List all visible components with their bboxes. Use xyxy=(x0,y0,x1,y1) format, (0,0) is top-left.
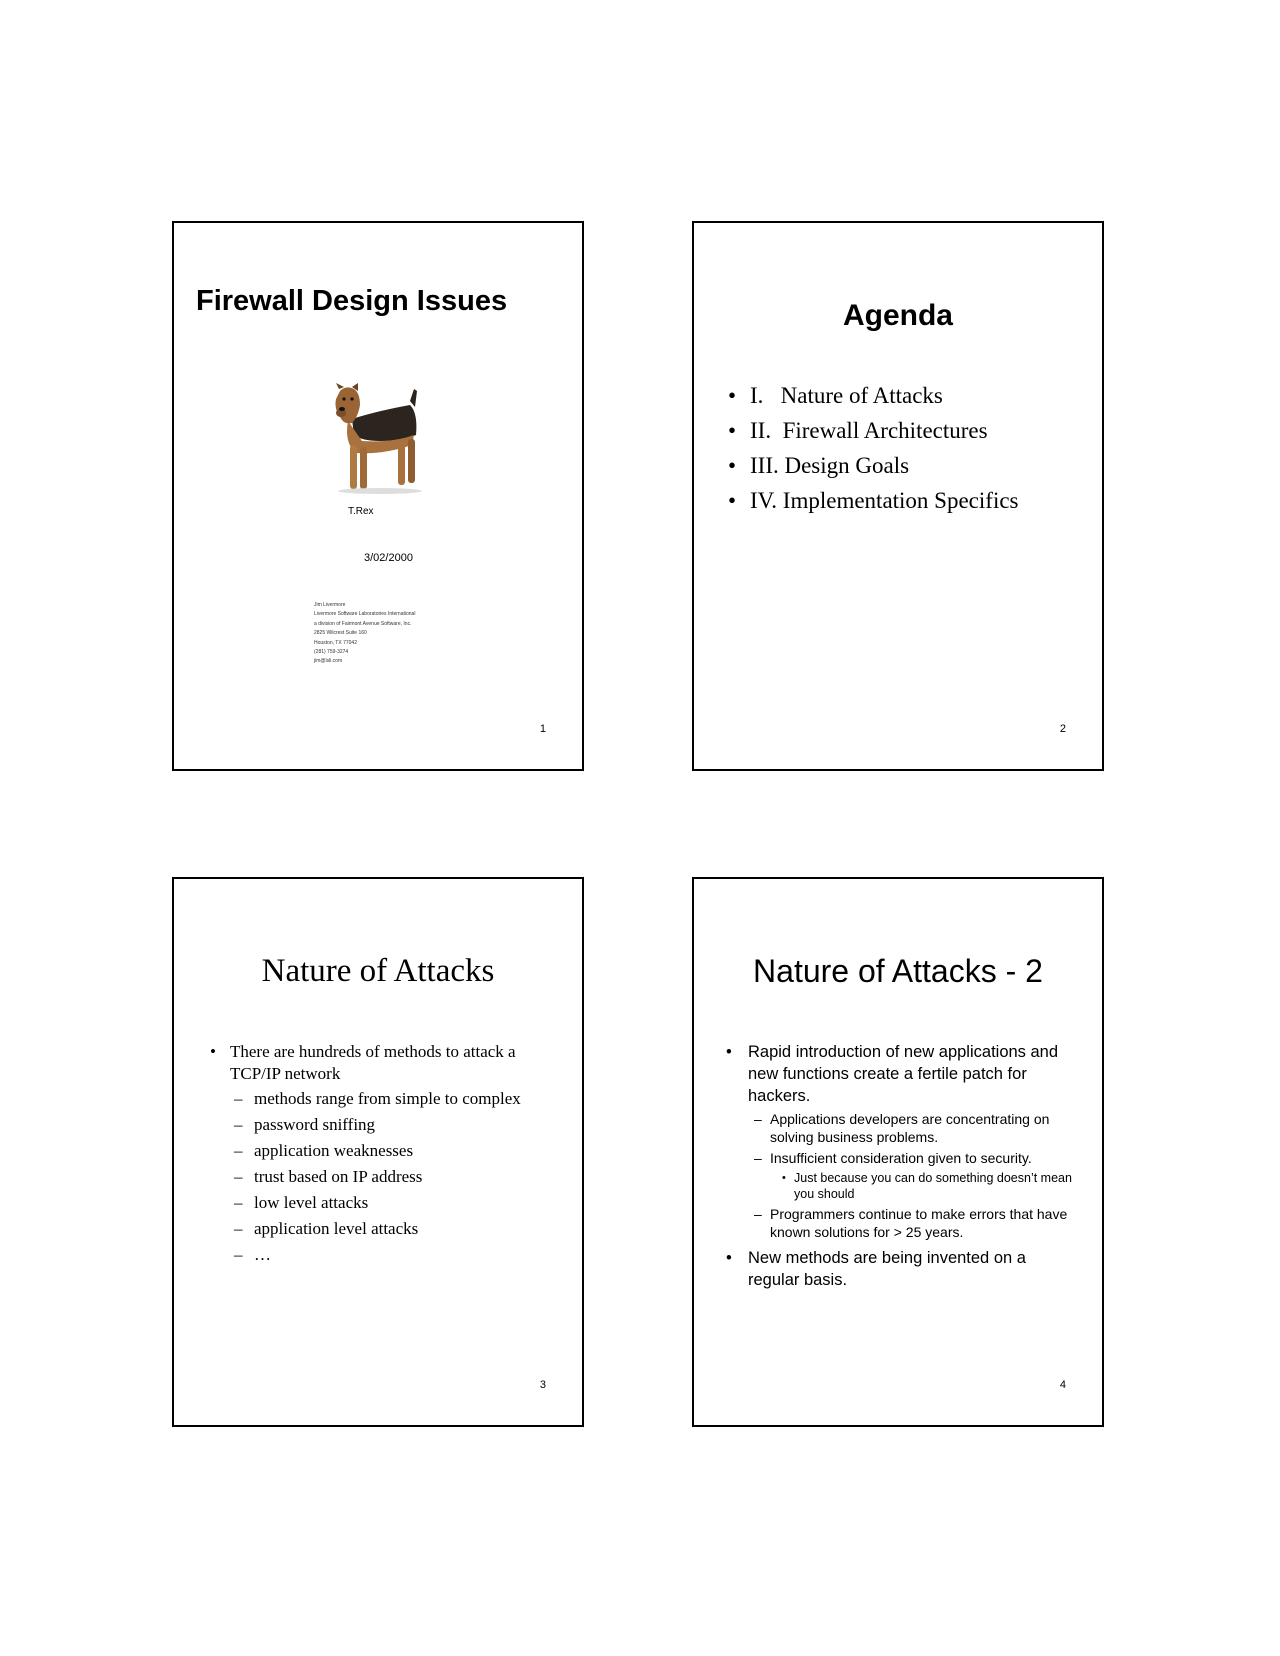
slide-1 xyxy=(172,221,584,771)
page-number: 4 xyxy=(1059,1379,1066,1391)
dog-icon xyxy=(322,383,426,495)
agenda-list xyxy=(728,383,1019,523)
slide-title: Agenda xyxy=(842,299,953,332)
slide-title: Nature of Attacks - 2 xyxy=(753,953,1043,989)
sub-item: – Applications developers are concentrating on solving business problems. xyxy=(724,1110,1076,1146)
presentation-date: 3/02/2000 xyxy=(364,552,413,564)
bullet-item: • Rapid introduction of new applications and new functions create a fertile patch for hackers. xyxy=(724,1041,1076,1107)
slide-title: Nature of Attacks xyxy=(261,953,495,989)
sub-item: – Programmers continue to make errors that have known solutions for > 25 years. xyxy=(724,1205,1076,1241)
page-number: 1 xyxy=(539,723,546,735)
bullet-item: • New methods are being invented on a regular basis. xyxy=(724,1247,1076,1291)
sub-item: – low level attacks xyxy=(208,1192,558,1214)
sub-item: – methods range from simple to complex xyxy=(208,1088,558,1110)
slide-title: Firewall Design Issues xyxy=(196,285,508,317)
sub-item: – … xyxy=(208,1244,558,1266)
contact-line: Houston, TX 77042 xyxy=(314,639,357,646)
slide-2 xyxy=(692,221,1104,771)
sub-item: – application level attacks xyxy=(208,1218,558,1240)
agenda-item: • IV. Implementation Specifics xyxy=(728,488,1019,523)
contact-line: jim@lsli.com xyxy=(314,658,343,665)
sub-item: – application weaknesses xyxy=(208,1140,558,1162)
contact-line: 2825 Wilcrest Suite 160 xyxy=(314,630,367,637)
agenda-item: • I. Nature of Attacks xyxy=(728,383,1019,418)
slide-body xyxy=(208,1041,558,1266)
slide-4 xyxy=(692,877,1104,1427)
contact-block xyxy=(314,601,415,667)
bullet-item: • There are hundreds of methods to attack a TCP/IP network xyxy=(208,1041,558,1085)
slide-body xyxy=(724,1041,1076,1291)
sub-item: – trust based on IP address xyxy=(208,1166,558,1188)
slide-3 xyxy=(172,877,584,1427)
contact-line: a division of Fairmont Avenue Software, Inc. xyxy=(314,620,412,627)
sub-item: – password sniffing xyxy=(208,1114,558,1136)
page-number: 3 xyxy=(539,1379,546,1391)
agenda-item: • III. Design Goals xyxy=(728,453,1019,488)
page-number: 2 xyxy=(1059,723,1066,735)
contact-line: (281) 759-3274 xyxy=(314,649,349,656)
contact-line: Jim Livermore xyxy=(314,602,346,608)
author-name: T.Rex xyxy=(348,506,374,517)
agenda-item: • II. Firewall Architectures xyxy=(728,418,1019,453)
contact-line: Livermore Software Laboratories International xyxy=(314,611,416,618)
sub-item: – Insufficient consideration given to security. xyxy=(724,1149,1076,1167)
sub-sub-item: • Just because you can do something doesn’t mean you should xyxy=(724,1170,1076,1202)
